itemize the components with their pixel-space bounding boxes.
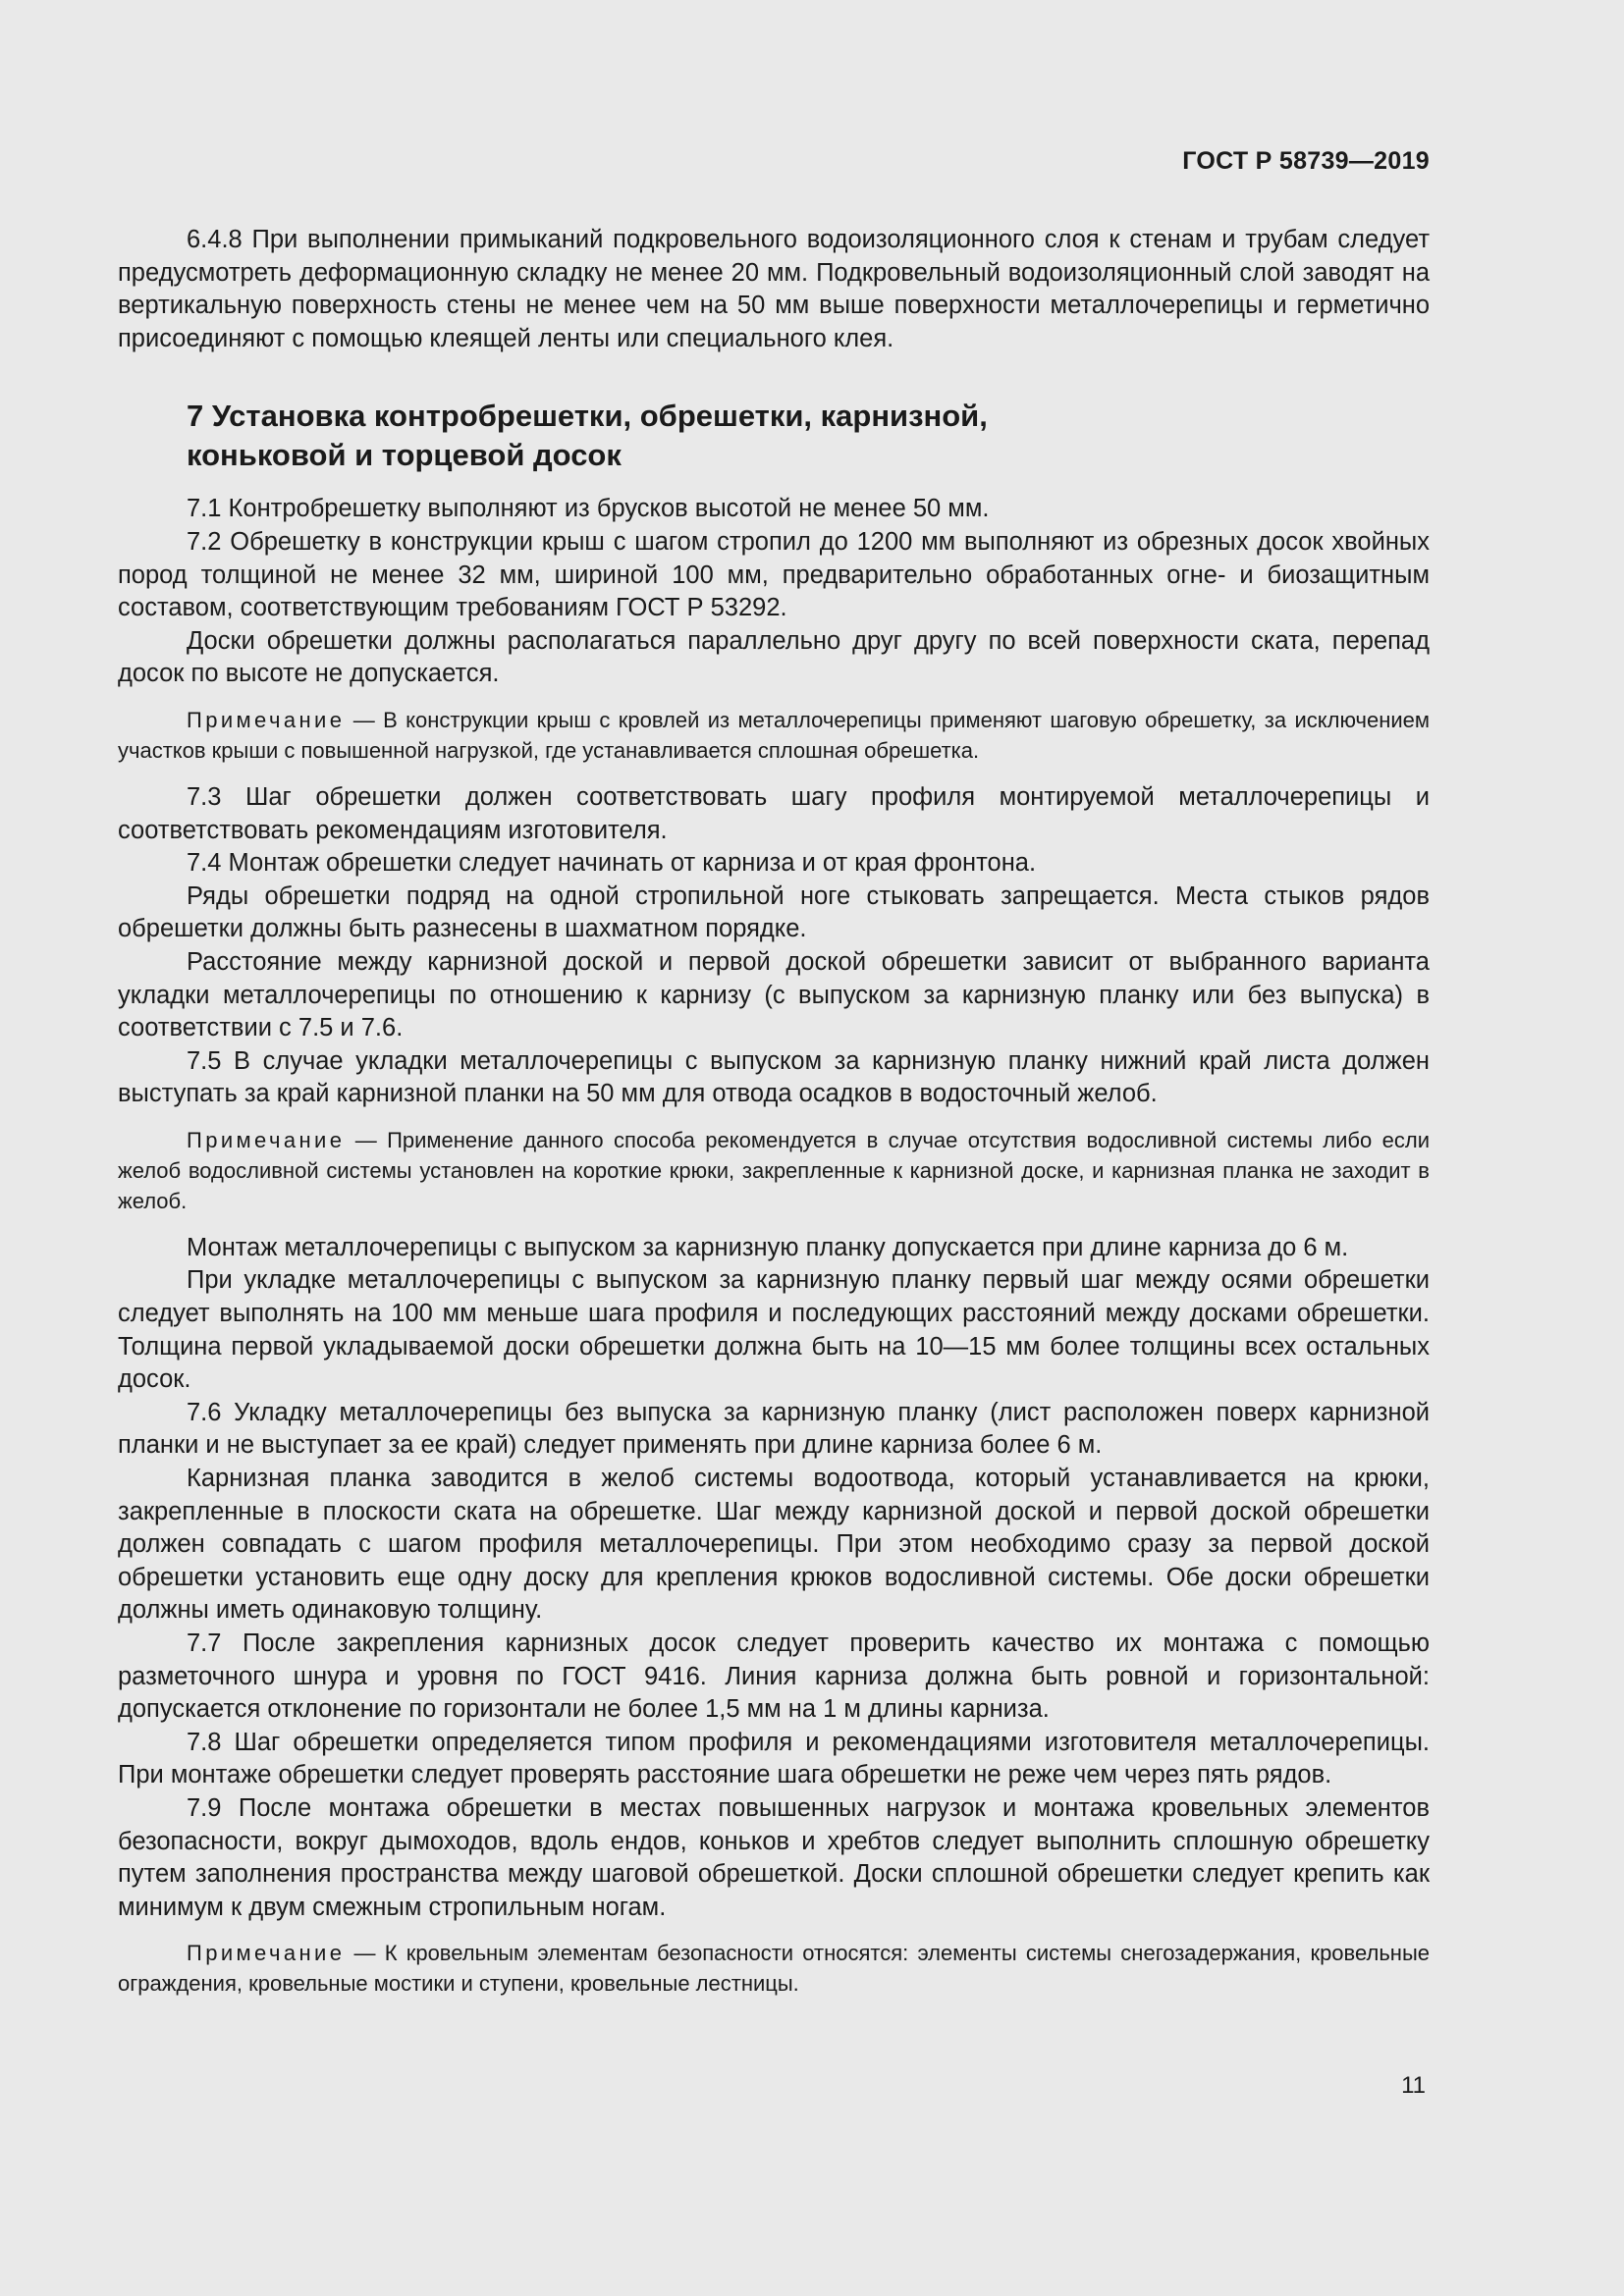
document-header-standard: ГОСТ Р 58739—2019 bbox=[1182, 147, 1430, 175]
spacer bbox=[118, 355, 1430, 397]
paragraph-7-4: 7.4 Монтаж обрешетки следует начинать от карниза и от края фронтона. bbox=[187, 849, 1037, 878]
paragraph-7-4-distance: Расстояние между карнизной доской и первой доской обрешетки зависит от выбранного варианта укладки металлочерепицы по отношению к карнизу (с выпуском за карнизную планку или без выпуска) в соответствии с 7.5 и 7.6. bbox=[118, 947, 1430, 1042]
paragraph-7-3: 7.3 Шаг обрешетки должен соответствовать шагу профиля монтируемой металлочерепицы и соответствовать рекомендациям изготовителя. bbox=[118, 782, 1430, 844]
note-3-text: — К кровельным элементам безопасности относятся: элементы системы снегозадержания, кровельные ограждения, кровельные мостики и ступени, кровельные лестницы. bbox=[118, 1941, 1430, 1997]
paragraph-7-1: 7.1 Контробрешетку выполняют из брусков высотой не менее 50 мм. bbox=[187, 495, 990, 523]
document-body bbox=[118, 224, 1430, 2014]
paragraph-7-6: 7.6 Укладку металлочерепицы без выпуска за карнизную планку (лист расположен поверх карнизной планки и не выступает за ее край) следует применять при длине карниза более 6 м. bbox=[118, 1398, 1430, 1460]
paragraph-7-6-continued: Карнизная планка заводится в желоб системы водоотвода, который устанавливается на крюки, закрепленные в плоскости ската на обрешетке. Шаг между карнизной доской и первой доской обрешетки должен совпадать с шагом профиля металлочерепицы. При этом необходимо сразу за первой доской обрешетки установить еще одну доску для крепления крюков водосливной системы. Обе доски обрешетки должны иметь одинаковую толщину. bbox=[118, 1465, 1430, 1625]
note-2-label: Примечание bbox=[187, 1127, 346, 1152]
paragraph-7-4-continued: Ряды обрешетки подряд на одной стропильной ноге стыковать запрещается. Места стыков рядов обрешетки должны быть разнесены в шахматном порядке. bbox=[118, 881, 1430, 943]
paragraph-7-8: 7.8 Шаг обрешетки определяется типом профиля и рекомендациями изготовителя металлочерепицы. При монтаже обрешетки следует проверять расстояние шага обрешетки не реже чем через пять рядов. bbox=[118, 1728, 1430, 1789]
note-3 bbox=[118, 1938, 1430, 1999]
paragraph-7-2-continued: Доски обрешетки должны располагаться параллельно друг другу по всей поверхности ската, перепад досок по высоте не допускается. bbox=[118, 626, 1430, 688]
note-3-label: Примечание bbox=[187, 1941, 346, 1966]
section-7-heading bbox=[187, 397, 1430, 475]
section-7-heading-line2: коньковой и торцевой досок bbox=[187, 438, 622, 473]
paragraph-7-5-mounting: Монтаж металлочерепицы с выпуском за карнизную планку допускается при длине карниза до 6 м. bbox=[187, 1233, 1349, 1261]
section-7-heading-line1: 7 Установка контробрешетки, обрешетки, карнизной, bbox=[187, 399, 988, 434]
paragraph-7-9: 7.9 После монтажа обрешетки в местах повышенных нагрузок и монтажа кровельных элементов безопасности, вокруг дымоходов, вдоль ендов, коньков и хребтов следует выполнить сплошную обрешетку путем заполнения пространства между шаговой обрешеткой. Доски сплошной обрешетки следует крепить как минимум к двум смежным стропильным ногам. bbox=[118, 1793, 1430, 1921]
note-1 bbox=[118, 705, 1430, 766]
note-2-text: — Применение данного способа рекомендуется в случае отсутствия водосливной системы либо если желоб водосливной системы установлен на короткие крюки, закрепленные к карнизной доске, и карнизная планка не заходит в желоб. bbox=[118, 1127, 1430, 1213]
paragraph-7-7: 7.7 После закрепления карнизных досок следует проверить качество их монтажа с помощью разметочного шнура и уровня по ГОСТ 9416. Линия карниза должна быть ровной и горизонтальной: допускается отклонение по горизонтали не более 1,5 мм на 1 м длины карниза. bbox=[118, 1629, 1430, 1724]
paragraph-6-4-8: 6.4.8 При выполнении примыканий подкровельного водоизоляционного слоя к стенам и трубам следует предусмотреть деформационную складку не менее 20 мм. Подкровельный водоизоляционный слой заводят на вертикальную поверхность стены не менее чем на 50 мм выше поверхности металлочерепицы и герметично присоединяют с помощью клеящей ленты или специального клея. bbox=[118, 226, 1430, 352]
note-1-text: — В конструкции крыш с кровлей из металлочерепицы применяют шаговую обрешетку, за исключением участков крыши с повышенной нагрузкой, где устанавливается сплошная обрешетка. bbox=[118, 707, 1430, 763]
page-number: 11 bbox=[1401, 2072, 1426, 2099]
paragraph-7-2: 7.2 Обрешетку в конструкции крыш с шагом стропил до 1200 мм выполняют из обрезных досок хвойных пород толщиной не менее 32 мм, шириной 100 мм, предварительно обработанных огне- и биозащитным составом, соответствующим требованиям ГОСТ Р 53292. bbox=[118, 527, 1430, 622]
note-2 bbox=[118, 1125, 1430, 1216]
paragraph-7-5: 7.5 В случае укладки металлочерепицы с выпуском за карнизную планку нижний край листа должен выступать за край карнизной планки на 50 мм для отвода осадков в водосточный желоб. bbox=[118, 1046, 1430, 1108]
note-1-label: Примечание bbox=[187, 707, 346, 732]
paragraph-7-5-first-step: При укладке металлочерепицы с выпуском за карнизную планку первый шаг между осями обрешетки следует выполнять на 100 мм меньше шага профиля и последующих расстояний между досками обрешетки. Толщина первой укладываемой доски обрешетки должна быть на 10—15 мм более толщины всех остальных досок. bbox=[118, 1266, 1430, 1394]
